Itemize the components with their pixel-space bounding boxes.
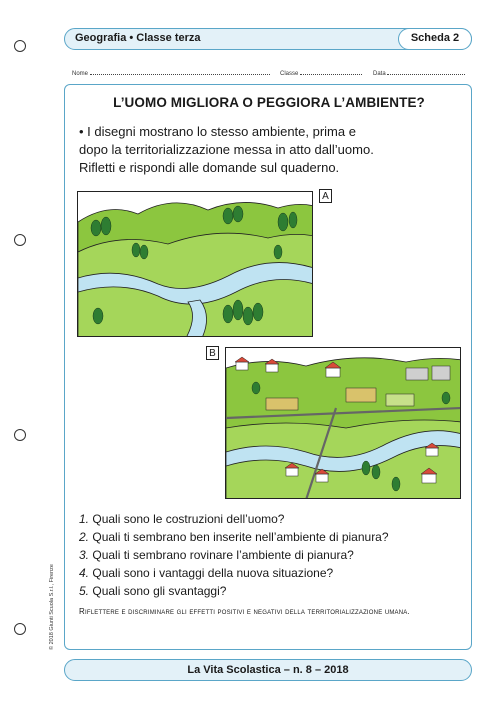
picture-a-label: A — [319, 189, 332, 203]
list-item — [79, 582, 463, 600]
question-text: Quali ti sembrano ben inserite nell’ambiente di pianura? — [92, 530, 389, 544]
landscape-after-illustration — [225, 347, 461, 499]
question-text: Quali sono le costruzioni dell’uomo? — [92, 512, 285, 526]
binder-hole-4 — [14, 623, 26, 635]
list-item — [79, 528, 463, 546]
subject-label: Geografia • Classe terza — [75, 32, 201, 44]
question-number: 3. — [79, 548, 90, 562]
scheda-badge: Scheda 2 — [398, 28, 472, 50]
footer-bar: La Vita Scolastica – n. 8 – 2018 — [64, 659, 472, 681]
name-label: Nome — [72, 71, 89, 77]
question-list — [79, 510, 463, 600]
landscape-before-illustration — [77, 191, 313, 337]
question-number: 2. — [79, 530, 90, 544]
question-number: 4. — [79, 566, 90, 580]
binder-hole-3 — [14, 429, 26, 441]
instruction-line: dopo la territorializzazione messa in atto dall’uomo. — [79, 142, 374, 157]
list-item — [79, 546, 463, 564]
worksheet-title: L’UOMO MIGLIORA O PEGGIORA L’AMBIENTE? — [113, 95, 425, 110]
binder-hole-2 — [14, 234, 26, 246]
date-field[interactable] — [373, 68, 465, 77]
list-item — [79, 564, 463, 582]
class-field[interactable] — [280, 68, 362, 77]
learning-objective: Riflettere e discriminare gli effetti positivi e negativi della territorializzazione umana. — [79, 607, 410, 616]
name-field[interactable] — [72, 68, 270, 77]
question-text: Quali sono i vantaggi della nuova situazione? — [92, 566, 334, 580]
instruction-line: Rifletti e rispondi alle domande sul quaderno. — [79, 160, 340, 175]
instruction-line: • I disegni mostrano lo stesso ambiente, prima e — [79, 124, 356, 139]
header-bar — [64, 28, 472, 50]
binder-hole-1 — [14, 40, 26, 52]
list-item — [79, 510, 463, 528]
class-label: Classe — [280, 71, 299, 77]
copyright-notice: © 2018 Giunti Scuola S.r.l., Firenze — [49, 564, 55, 650]
date-label: Data — [373, 71, 386, 77]
question-number: 1. — [79, 512, 90, 526]
question-number: 5. — [79, 584, 90, 598]
picture-b-label: B — [206, 346, 219, 360]
question-text: Quali sono gli svantaggi? — [92, 584, 227, 598]
worksheet-frame — [64, 84, 472, 650]
instructions — [79, 123, 459, 177]
question-text: Quali ti sembrano rovinare l’ambiente di pianura? — [92, 548, 354, 562]
